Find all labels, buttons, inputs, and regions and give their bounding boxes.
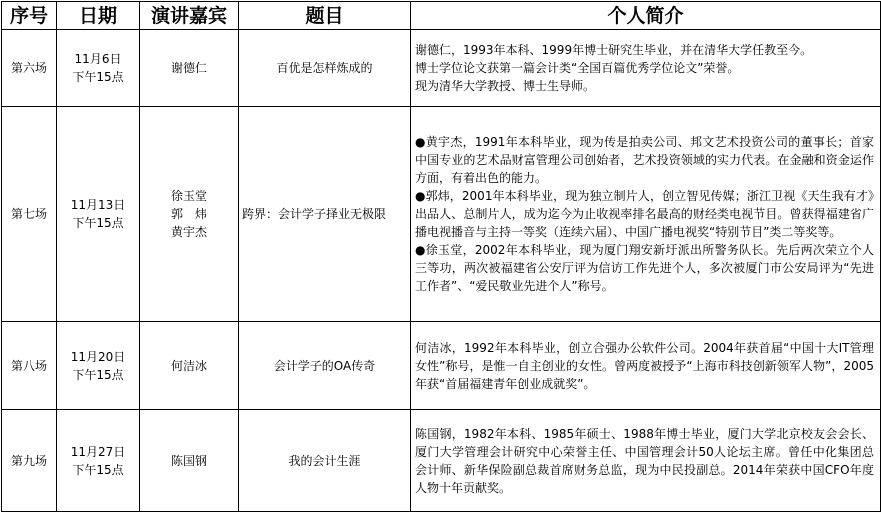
speaker-cell: [140, 30, 239, 107]
bio-cell: [411, 30, 881, 107]
table-row: [2, 322, 881, 410]
date-day: 11月13日: [70, 198, 126, 212]
date-time: 下午15点: [72, 462, 124, 477]
table-row: [2, 30, 881, 107]
header-bio: 个人简介: [411, 2, 881, 30]
speaker-name: 徐玉堂: [170, 189, 207, 203]
date-cell: [57, 30, 140, 107]
topic-cell: 跨界：会计学子择业无极限: [239, 107, 411, 322]
bio-cell: [411, 322, 881, 410]
header-speaker: 演讲嘉宾: [140, 2, 239, 30]
header-row: [2, 2, 881, 30]
session-cell: 第六场: [2, 30, 57, 107]
date-time: 下午15点: [72, 216, 124, 230]
speaker-name: 何洁冰: [170, 358, 207, 373]
bio-paragraph: 谢德仁，1993年本科、1999年博士研究生毕业，并在清华大学任教至今。: [415, 43, 813, 57]
bio-paragraph: 现为清华大学教授、博士生导师。: [415, 79, 596, 93]
lecture-schedule-table: [1, 1, 881, 512]
speaker-cell: [140, 107, 239, 322]
date-cell: [57, 322, 140, 410]
date-day: 11月20日: [70, 349, 126, 364]
session-cell: 第八场: [2, 322, 57, 410]
date-cell: [57, 410, 140, 512]
header-session: 序号: [2, 2, 57, 30]
table-row: [2, 410, 881, 512]
speaker-name: 郭 炜: [170, 207, 207, 221]
date-cell: [57, 107, 140, 322]
bio-paragraph: ●郭炜，2001年本科毕业，现为独立制片人，创立智见传媒；浙江卫视《天生我有才》出品人、总制片人，成为迄今为止收视率排名最高的财经类电视节目。曾获得福建省广播电视播音与主持一等奖（连续六届）、中国广播电视奖“特别节目”类二等奖等。: [415, 189, 874, 239]
date-time: 下午15点: [72, 367, 124, 382]
bio-paragraph: 博士学位论文获第一篇会计类“全国百篇优秀学位论文”荣誉。: [415, 61, 740, 75]
bio-paragraph: ●黄宇杰，1991年本科毕业，现为传是拍卖公司、邦文艺术投资公司的董事长；首家中国专业的艺术品财富管理公司创始者，艺术投资领域的实力代表。在金融和资金运作方面，有着出色的能力。: [415, 135, 874, 185]
date-time: 下午15点: [72, 70, 124, 84]
bio-paragraph: ●徐玉堂，2002年本科毕业，现为厦门翔安新圩派出所警务队长。先后两次荣立个人三等功，两次被福建省公安厅评为信访工作先进个人，多次被厦门市公安局评为“先进工作者”、“爱民敬业先进个人”称号。: [415, 243, 874, 293]
topic-cell: 百优是怎样炼成的: [239, 30, 411, 107]
session-cell: 第九场: [2, 410, 57, 512]
session-cell: 第七场: [2, 107, 57, 322]
speaker-cell: [140, 322, 239, 410]
speaker-name: 陈国钢: [170, 453, 207, 468]
table-row: [2, 107, 881, 322]
header-date: 日期: [57, 2, 140, 30]
bio-paragraph: 何洁冰，1992年本科毕业，创立合强办公软件公司。2004年获首届“中国十大IT管理女性”称号，是惟一自主创业的女性。曾两度被授予“上海市科技创新领军人物”，2005年获“首届福建青年创业成就奖”。: [415, 340, 874, 391]
speaker-name: 黄宇杰: [170, 225, 207, 239]
bio-cell: [411, 410, 881, 512]
bio-cell: [411, 107, 881, 322]
date-day: 11月27日: [70, 444, 126, 459]
bio-paragraph: 陈国钢，1982年本科、1985年硕士、1988年博士毕业，厦门大学北京校友会会长、厦门大学管理会计研究中心荣誉主任、中国管理会计50人论坛主席。曾任中化集团总会计师、新华保险副总裁首席财务总监，现为中民投副总。2014年荣获中国CFO年度人物十年贡献奖。: [415, 426, 874, 495]
topic-cell: 会计学子的OA传奇: [239, 322, 411, 410]
topic-cell: 我的会计生涯: [239, 410, 411, 512]
speaker-name: 谢德仁: [170, 61, 207, 75]
header-topic: 题目: [239, 2, 411, 30]
speaker-cell: [140, 410, 239, 512]
date-day: 11月6日: [74, 52, 122, 66]
